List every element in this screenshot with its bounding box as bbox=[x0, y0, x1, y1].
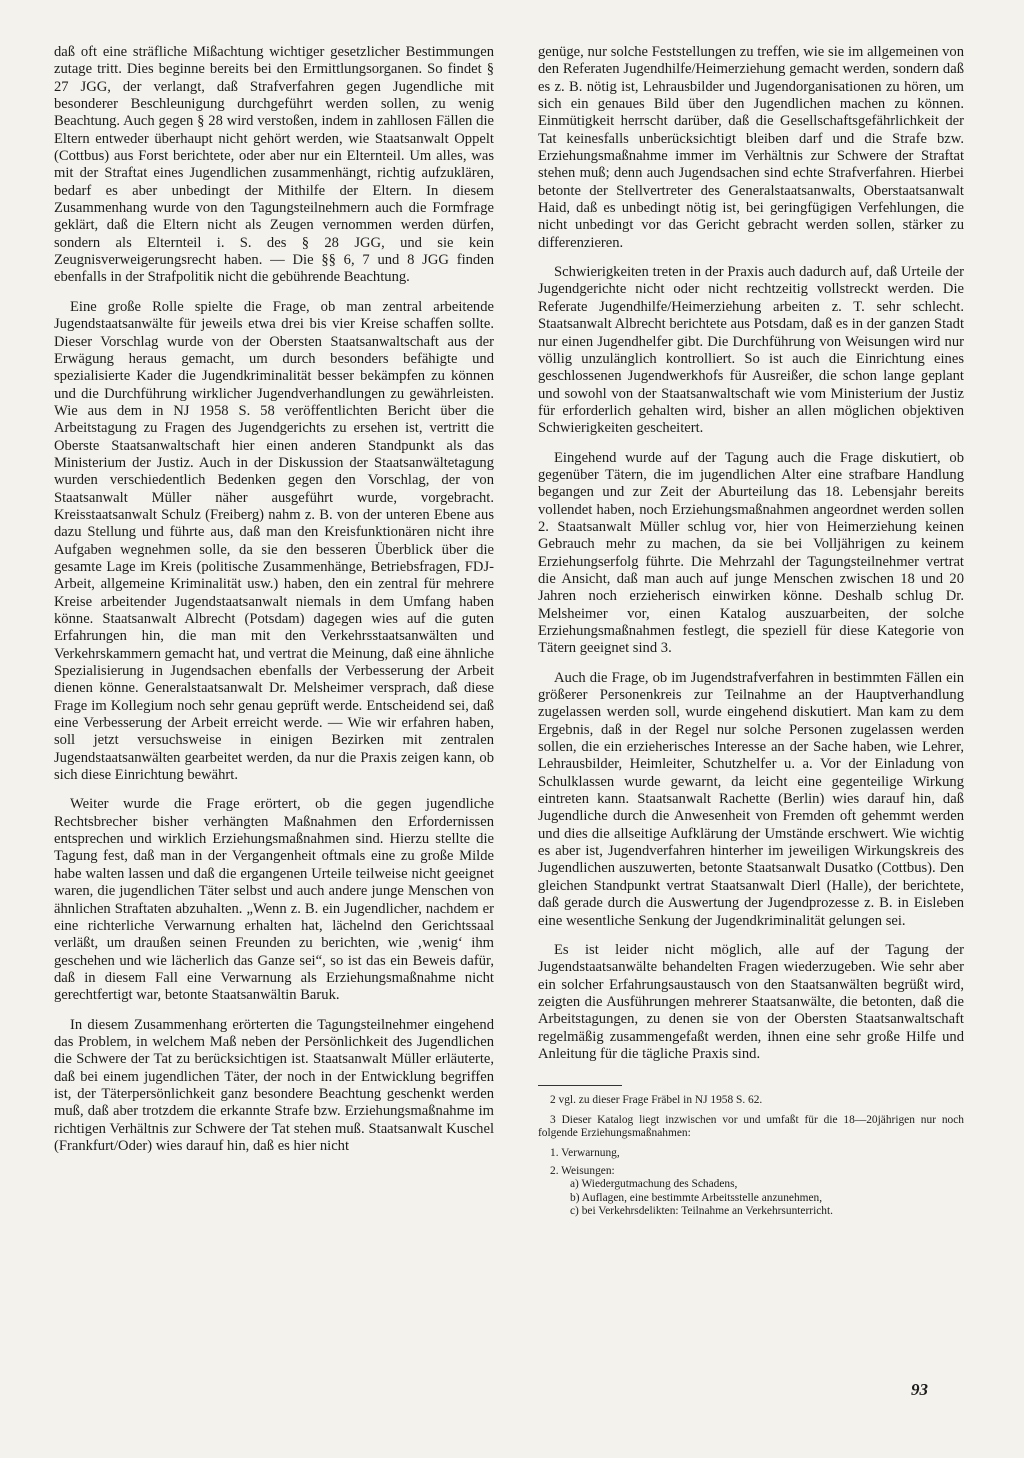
paragraph: In diesem Zusammenhang erörterten die Tagungsteilnehmer eingehend das Problem, in welchem Maß neben der Persönlichkeit des Jugendlichen die Schwere der Tat zu berücksichtigen ist. Staatsanwalt Müller erläuterte, daß bei einem jugendlichen Täter, der noch in der Entwicklung begriffen ist, der Täterpersönlichkeit ganz besondere Beachtung geschenkt werden muß, daß aber trotzdem die erkannte Strafe bzw. Erziehungsmaßnahme im richtigen Verhältnis zur Schwere der Tat stehen muß. Staatsanwalt Kuschel (Frankfurt/Oder) wies darauf hin, daß es hier nicht bbox=[54, 1016, 494, 1154]
right-column bbox=[538, 44, 964, 1223]
footnote-divider bbox=[538, 1085, 622, 1086]
footnote-3-subitem: c) bei Verkehrsdelikten: Teilnahme an Verkehrsunterricht. bbox=[570, 1205, 833, 1218]
paragraph: Es ist leider nicht möglich, alle auf der Tagung der Jugendstaatsanwälte behandelten Fragen wiederzugeben. Wie sehr aber ein solcher Erfahrungsaustausch von den Staatsanwälten begrüßt wird, zeigten die Ausführungen mehrerer Staatsanwälte, die betonten, daß die Arbeitstagungen, zu denen sie von der Obersten Staatsanwaltschaft regelmäßig zusammengefaßt werden, ihnen eine sehr große Hilfe und Anleitung für die tägliche Praxis sind. bbox=[538, 941, 964, 1062]
page-number: 93 bbox=[911, 1380, 928, 1399]
footnote-3-list bbox=[538, 1147, 964, 1219]
footnote-3-sublist bbox=[550, 1178, 964, 1219]
paragraph: Eingehend wurde auf der Tagung auch die Frage diskutiert, ob gegenüber Tätern, die im jugendlichen Alter eine strafbare Handlung begangen und zur Zeit der Aburteilung das 18. Lebensjahr bereits vollendet haben, noch Erziehungsmaßnahmen angeordnet werden sollen 2. Staatsanwalt Müller schlug vor, hier von Heimerziehung keinen Gebrauch mehr zu machen, da sie bei Volljährigen zu keinem Erziehungserfolg führte. Die Mehrzahl der Tagungsteilnehmer vertrat die Ansicht, daß man auch auf junge Menschen zwischen 18 und 20 Jahren noch erzieherisch einwirken könne. Deshalb schlug Dr. Melsheimer vor, einen Katalog auszuarbeiten, der solche Erziehungsmaßnahmen festlegt, die speziell für diese Kategorie von Tätern geeignet sind 3. bbox=[538, 449, 964, 657]
left-column bbox=[54, 44, 494, 1223]
footnotes bbox=[538, 1094, 964, 1219]
footnote-3-item-label: 2. Weisungen: bbox=[550, 1164, 615, 1177]
paragraph: Auch die Frage, ob im Jugendstrafverfahren in bestimmten Fällen ein größerer Personenkreis zur Teilnahme an der Hauptverhandlung zugelassen werden soll, wurde eingehend diskutiert. Man kam zu dem Ergebnis, daß in der Regel nur solche Personen zugelassen werden sollen, die ein erzieherisches Interesse an der Sache haben, wie Lehrer, Lehrausbilder, Heimleiter, Schutzhelfer u. a. Vor der Einladung von Schulklassen wurde gewarnt, da leicht eine gegenteilige Wirkung eintreten kann. Staatsanwalt Rachette (Berlin) wies darauf hin, daß Jugendliche durch die Anwesenheit von Fremden oft gehemmt werden und dies die allseitige Aufklärung der Umstände erschwert. Wie wichtig es aber ist, Jugendverfahren hinterher im jeweiligen Wirkungskreis des Jugendlichen auszuwerten, betonte Staatsanwalt Dusatko (Cottbus). Den gleichen Standpunkt vertrat Staatsanwalt Dierl (Halle), der berichtete, daß gerade durch die Auswertung der Jugendprozesse z. B. in Eisleben eine wesentliche Senkung der Jugendkriminalität gelungen sei. bbox=[538, 669, 964, 929]
footnote-3-subitem: a) Wiedergutmachung des Schadens, bbox=[570, 1178, 738, 1191]
footnote-2: 2 vgl. zu dieser Frage Fräbel in NJ 1958 S. 62. bbox=[550, 1094, 763, 1107]
paragraph: Schwierigkeiten treten in der Praxis auch dadurch auf, daß Urteile der Jugendgerichte nicht oder nicht rechtzeitig vollstreckt werden. Die Referate Jugendhilfe/Heimerziehung arbeiten z. T. sehr schlecht. Staatsanwalt Albrecht berichtete aus Potsdam, daß es in der ganzen Stadt nur einen Jugendhelfer gibt. Die Durchführung von Weisungen wird nur völlig unzulänglich kontrolliert. So ist auch die Einrichtung eines geschlossenen Jugendwerkhofs für Ausreißer, die schon lange geplant und sowohl von der Staatsanwaltschaft wie vom Ministerium der Justiz für erforderlich gehalten wird, bisher an allen möglichen objektiven Schwierigkeiten gescheitert. bbox=[538, 264, 964, 437]
footnote-3-item: 1. Verwarnung, bbox=[550, 1147, 620, 1160]
paragraph: genüge, nur solche Feststellungen zu treffen, wie sie im allgemeinen von den Referaten Jugendhilfe/Heimerziehung gemacht werden, sondern daß es z. B. nötig ist, Lehrausbilder und Jugendorganisationen zu hören, um sich ein genaues Bild über den Jugendlichen machen zu können. Einmütigkeit herrscht darüber, daß die Gesellschaftsgefährlichkeit der Tat keinesfalls unberücksichtigt bleiben darf und die Strafe bzw. Erziehungsmaßnahme immer im Verhältnis zur Schwere der Straftat stehen muß; denn auch Jugendsachen sind echte Strafverfahren. Hierbei betonte der Stellvertreter des Generalstaatsanwalts, Oberstaatsanwalt Haid, daß es unbedingt nötig ist, bei geringfügigen Verfehlungen, die nicht unbedingt vor das Gericht gebracht werden sollen, stärker zu differenzieren. bbox=[538, 44, 964, 251]
footnote-3-item bbox=[550, 1165, 964, 1219]
paragraph: Weiter wurde die Frage erörtert, ob die gegen jugendliche Rechtsbrecher bisher verhängten Maßnahmen den Erfordernissen entsprechen und wirklich Erziehungsmaßnahmen sind. Hierzu stellte die Tagung fest, daß man in der Vergangenheit oftmals eine zu große Milde habe walten lassen und daß die ergangenen Urteile teilweise nicht geeignet waren, die jugendlichen Täter selbst und auch andere junge Menschen von ähnlichen Straftaten abzuhalten. „Wenn z. B. ein Jugendlicher, nachdem er eine richterliche Verwarnung erhalten hat, lächelnd den Gerichtssaal verläßt, um draußen seinen Freunden zu berichten, wie ‚wenig‘ ihm geschehen und wie lächerlich das Ganze sei“, so ist das ein Beweis dafür, daß in diesem Fall eine Verwarnung als Erziehungsmaßnahme nicht gerechtfertigt war, betonte Staatsanwältin Baruk. bbox=[54, 796, 494, 1004]
footnote-3: 3 Dieser Katalog liegt inzwischen vor und umfaßt für die 18—20jährigen nur noch folgende Erziehungsmaßnahmen: bbox=[538, 1113, 964, 1140]
footnote-3-subitem: b) Auflagen, eine bestimmte Arbeitsstelle anzunehmen, bbox=[570, 1191, 823, 1204]
paragraph: Eine große Rolle spielte die Frage, ob man zentral arbeitende Jugendstaatsanwälte für jeweils etwa drei bis vier Kreise schaffen sollte. Dieser Vorschlag wurde von der Obersten Staatsanwaltschaft aus der Erwägung heraus gemacht, um durch besonders befähigte und spezialisierte Kader die Jugendkriminalität besser bekämpfen zu können und die Durchführung wirklicher Jugendverhandlungen zu gewährleisten. Wie aus dem in NJ 1958 S. 58 veröffentlichten Bericht über die Arbeitstagung zu Fragen des Jugendgerichts zu ersehen ist, vertritt die Oberste Staatsanwaltschaft hier einen anderen Standpunkt als das Ministerium der Justiz. Auch in der Diskussion der Staatsanwältetagung wurden verschiedentlich Bedenken gegen den Vorschlag, der von Staatsanwalt Müller näher ausgeführt wurde, vorgebracht. Kreisstaatsanwalt Schulz (Freiberg) nahm z. B. von der unteren Ebene aus dazu Stellung und führte aus, daß man den Kreisfunktionären nicht ihre Aufgaben wegnehmen solle, da sie den besseren Überblick über die gesamte Lage im Kreis (politische Zusammenhänge, Betriebsfragen, FDJ-Arbeit, allgemeine Kriminalität usw.) haben, den ein zentral für mehrere Kreise arbeitender Jugendstaatsanwalt niemals in dem Umfang haben könne. Staatsanwalt Albrecht (Potsdam) dagegen wies auf die guten Erfahrungen hin, die man mit den Verkehrsstaatsanwälten und Verkehrskammern gemacht hat, und vertrat die Meinung, daß eine ähnliche Spezialisierung in Jugendsachen ebenfalls der Verbesserung der Arbeit dienen könne. Generalstaatsanwalt Dr. Melsheimer versprach, daß diese Frage im Kollegium noch sehr genau geprüft werde. Entscheidend sei, daß eine Verbesserung der Arbeit erreicht werde. — Wie wir erfahren haben, soll jetzt versuchsweise in einigen Bezirken mit zentralen Jugendstaatsanwälten gearbeitet werden, da nur die Praxis zeigen kann, ob sich diese Einrichtung bewährt. bbox=[54, 298, 494, 784]
paragraph: daß oft eine sträfliche Mißachtung wichtiger gesetzlicher Bestimmungen zutage tritt. Dies beginne bereits bei den Ermittlungsorganen. So findet § 27 JGG, der verlangt, daß Strafverfahren gegen Jugendliche mit besonderer Beschleunigung durchgeführt werden sollen, zu wenig Beachtung. Auch gegen § 28 wird verstoßen, indem in zahllosen Fällen die Eltern entweder überhaupt nicht gehört werden, wie Staatsanwalt Oppelt (Cottbus) aus Forst berichtete, oder aber nur ein Elternteil. Um alles, was mit der Straftat eines Jugendlichen zusammenhängt, richtig aufzuklären, bedarf es aber unbedingt der Mithilfe der Eltern. In diesem Zusammenhang wurde von den Tagungsteilnehmern auch die Formfrage geklärt, daß die Eltern nicht als Zeugen vernommen werden dürfen, sondern als Elternteil i. S. des § 28 JGG, und sie kein Zeugnisverweigerungsrecht haben. — Die §§ 6, 7 und 8 JGG finden ebenfalls in der Strafpolitik nicht die gebührende Beachtung. bbox=[54, 44, 494, 286]
two-column-body bbox=[54, 44, 964, 1223]
